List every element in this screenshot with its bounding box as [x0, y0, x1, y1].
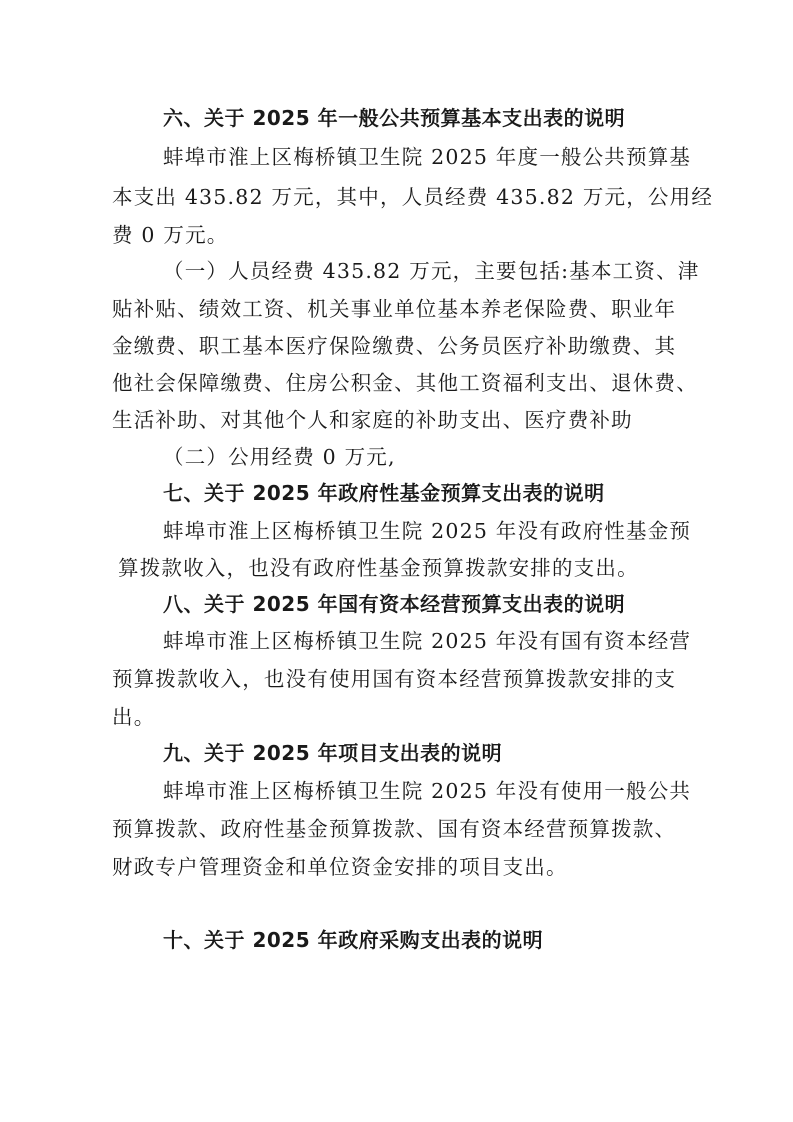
section-9-para-line3: 财政专户管理资金和单位资金安排的项目支出。: [112, 855, 568, 879]
section-6-para2-line3: 金缴费、职工基本医疗保险缴费、公务员医疗补助缴费、其: [112, 334, 677, 358]
section-7-para-line1: 蚌埠市淮上区梅桥镇卫生院 2025 年没有政府性基金预: [163, 519, 692, 543]
section-6-para2-line4: 他社会保障缴费、住房公积金、其他工资福利支出、退休费、: [112, 371, 698, 395]
section-8-para-line1: 蚌埠市淮上区梅桥镇卫生院 2025 年没有国有资本经营: [163, 629, 692, 653]
section-6-heading: 六、关于 2025 年一般公共预算基本支出表的说明: [163, 106, 626, 130]
section-9-para-line2: 预算拨款、政府性基金预算拨款、国有资本经营预算拨款、: [112, 817, 677, 841]
section-6-para3: （二）公用经费 0 万元,: [163, 445, 396, 469]
section-8-para-line2: 预算拨款收入，也没有使用国有资本经营预算拨款安排的支: [112, 667, 677, 691]
section-6-para1-line1: 蚌埠市淮上区梅桥镇卫生院 2025 年度一般公共预算基: [163, 145, 692, 169]
section-6-para1-line3: 费 0 万元。: [112, 223, 229, 247]
section-8-para-line3: 出。: [112, 705, 156, 729]
section-8-heading: 八、关于 2025 年国有资本经营预算支出表的说明: [163, 592, 626, 616]
section-6-para2-line5: 生活补助、对其他个人和家庭的补助支出、医疗费补助: [112, 408, 633, 432]
section-6-para1-line2: 本支出 435.82 万元，其中，人员经费 435.82 万元，公用经: [112, 185, 714, 209]
section-6-para2-line2: 贴补贴、绩效工资、机关事业单位基本养老保险费、职业年: [112, 297, 677, 321]
section-7-para-line2: 算拨款收入，也没有政府性基金预算拨款安排的支出。: [118, 556, 639, 580]
section-6-para2-line1: （一）人员经费 435.82 万元，主要包括:基本工资、津: [163, 259, 700, 283]
section-7-heading: 七、关于 2025 年政府性基金预算支出表的说明: [163, 481, 605, 505]
section-9-heading: 九、关于 2025 年项目支出表的说明: [163, 741, 503, 765]
section-9-para-line1: 蚌埠市淮上区梅桥镇卫生院 2025 年没有使用一般公共: [163, 779, 692, 803]
section-10-heading: 十、关于 2025 年政府采购支出表的说明: [163, 928, 544, 952]
